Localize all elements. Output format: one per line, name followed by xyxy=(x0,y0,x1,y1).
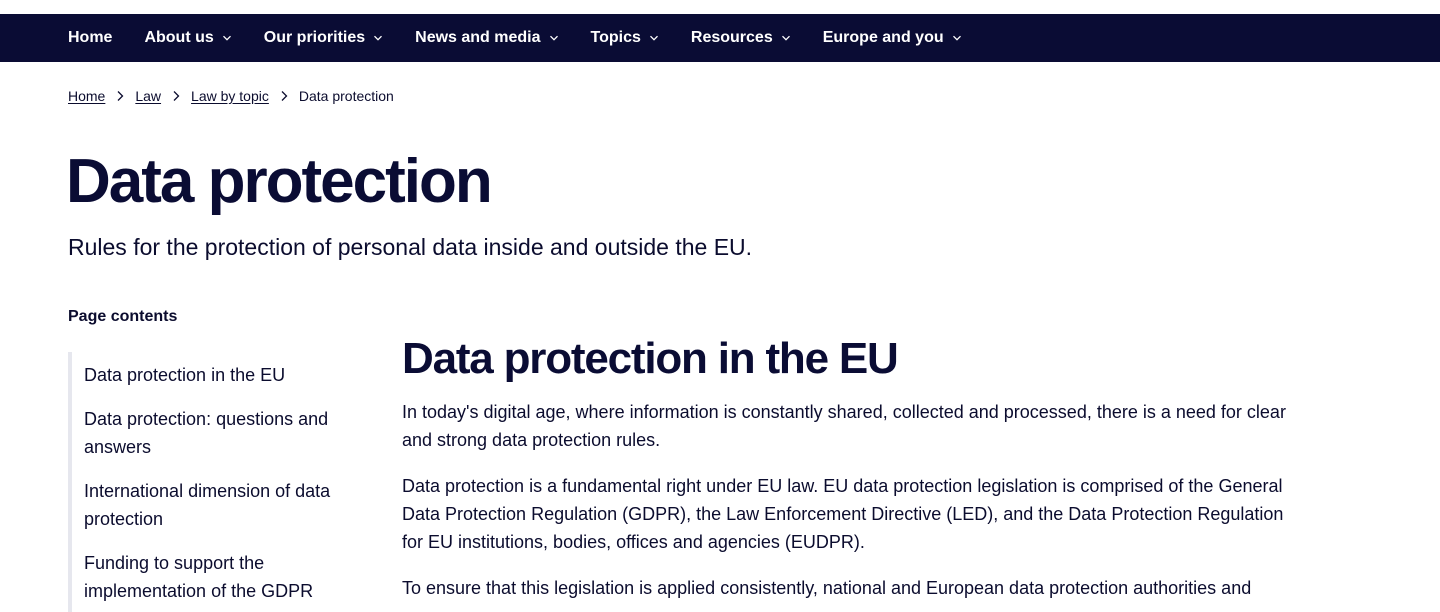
nav-item-label: Home xyxy=(68,29,113,46)
chevron-down-icon xyxy=(781,33,791,43)
toc-item-international-dimension[interactable]: International dimension of data protection xyxy=(84,481,331,529)
nav-item-label: Resources xyxy=(690,29,773,46)
nav-item-news-and-media[interactable] xyxy=(415,29,558,47)
toc-heading: Page contents xyxy=(68,308,178,325)
nav-item-resources[interactable] xyxy=(691,29,791,47)
breadcrumb-current: Data protection xyxy=(298,88,394,104)
nav-item-label: Europe and you xyxy=(822,29,944,46)
breadcrumb-link-law-by-topic[interactable]: Law by topic xyxy=(191,88,269,104)
toc-item-data-protection-in-the-eu[interactable]: Data protection in the EU xyxy=(84,365,286,385)
paragraph: In today's digital age, where information is constantly shared, collected and processed, there is a need for clear and strong data protection rules. xyxy=(402,402,1286,450)
chevron-down-icon xyxy=(373,33,383,43)
nav-item-our-priorities[interactable] xyxy=(264,29,383,47)
nav-list xyxy=(68,14,994,62)
top-strip xyxy=(0,0,1440,14)
nav-item-label: Our priorities xyxy=(263,29,366,46)
paragraph: Data protection is a fundamental right under EU law. EU data protection legislation is comprised of the General Data Protection Regulation (GDPR), the Law Enforcement Directive (LED), and the Data Protection Regulation for EU institutions, bodies, offices and agencies (EUDPR). xyxy=(402,476,1284,552)
page-contents-nav xyxy=(68,352,358,612)
section-title: Data protection in the EU xyxy=(402,334,898,383)
chevron-down-icon xyxy=(549,33,559,43)
chevron-right-icon xyxy=(277,89,291,103)
chevron-down-icon xyxy=(952,33,962,43)
chevron-down-icon xyxy=(222,33,232,43)
chevron-down-icon xyxy=(649,33,659,43)
breadcrumb-link-law[interactable]: Law xyxy=(135,88,162,104)
toc-item-funding-gdpr[interactable]: Funding to support the implementation of the GDPR xyxy=(84,553,314,601)
nav-item-europe-and-you[interactable] xyxy=(823,29,962,47)
nav-item-topics[interactable] xyxy=(591,29,659,47)
main-content xyxy=(402,332,1302,602)
nav-item-about-us[interactable] xyxy=(144,29,231,47)
nav-item-home[interactable] xyxy=(68,29,112,47)
chevron-right-icon xyxy=(113,89,127,103)
chevron-right-icon xyxy=(169,89,183,103)
breadcrumb-link-home[interactable]: Home xyxy=(68,88,106,104)
toc-item-questions-and-answers[interactable]: Data protection: questions and answers xyxy=(84,409,329,457)
page-title: Data protection xyxy=(66,147,491,216)
page-subtitle: Rules for the protection of personal data inside and outside the EU. xyxy=(68,234,753,260)
nav-item-label: News and media xyxy=(415,29,541,46)
nav-item-label: About us xyxy=(144,29,214,46)
breadcrumb xyxy=(68,86,394,106)
nav-item-label: Topics xyxy=(590,29,641,46)
main-navigation xyxy=(0,14,1440,62)
paragraph: To ensure that this legislation is applied consistently, national and European data protection authorities and xyxy=(402,578,1252,598)
